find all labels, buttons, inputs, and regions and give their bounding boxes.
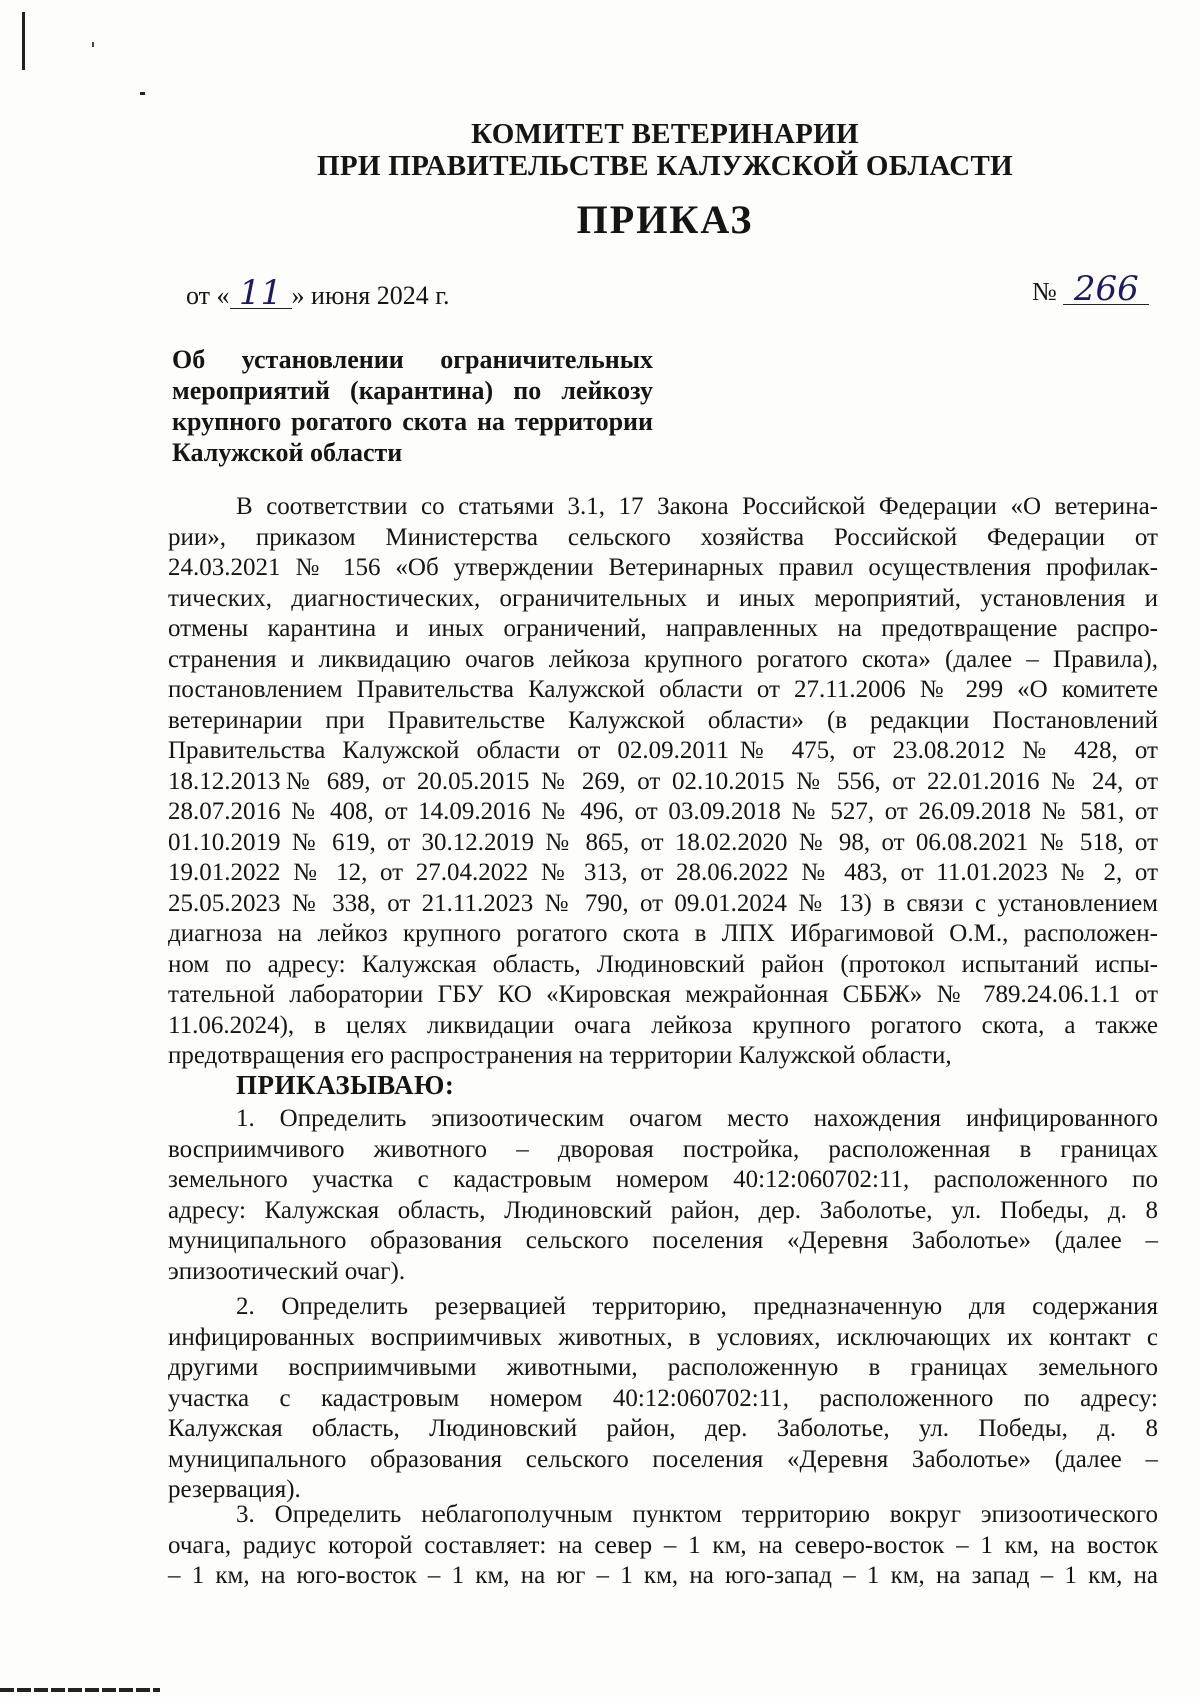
text-line: очага, радиус которой составляет: на север – 1 км, на северо-восток – 1 км, на восток — [168, 1531, 1158, 1559]
text-line: тательной лаборатории ГБУ КО «Кировская межрайонная СББЖ» № 789.24.06.1.1 от — [168, 981, 1158, 1008]
text-line: отмены карантина и иных ограничений, направленных на предотвращение распро- — [168, 615, 1158, 642]
text-line: адресу: Калужская область, Людиновский район, дер. Заболотье, ул. Победы, д. 8 — [168, 1196, 1158, 1224]
subject-line: крупного рогатого скота на территории — [172, 407, 653, 436]
text-line: 1. Определить эпизоотическим очагом место нахождения инфицированного — [236, 1105, 1158, 1132]
date-suffix: » июня 2024 г. — [291, 281, 450, 310]
text-line: 18.12.2013№ 689, от 20.05.2015 № 269, от 02.10.2015 № 556, от 22.01.2016 № 24, от — [168, 767, 1158, 795]
subject-line: мероприятий (карантина) по лейкозу — [172, 376, 653, 405]
document-type-title: ПРИКАЗ — [576, 197, 754, 242]
subject-line: Калужской области — [172, 438, 403, 467]
text-line: ветеринарии при Правительстве Калужской области» (в редакции Постановлений — [168, 706, 1158, 734]
text-line: муниципального образования сельского поселения «Деревня Заболотье» (далее – — [168, 1227, 1158, 1254]
text-line: 2. Определить резервацией территорию, предназначенную для содержания — [236, 1293, 1158, 1320]
subject-line: Об установлении ограничительных — [172, 345, 653, 374]
org-name-line1: КОМИТЕТ ВЕТЕРИНАРИИ — [471, 118, 859, 150]
scan-artifact-dot — [92, 42, 94, 47]
scan-artifact-bottom — [0, 1688, 160, 1692]
text-line: 28.07.2016 № 408, от 14.09.2016 № 496, от 03.09.2018 № 527, от 26.09.2018 № 581, от — [168, 798, 1158, 825]
order-directive-heading: ПРИКАЗЫВАЮ: — [236, 1070, 455, 1100]
text-line: резервация). — [168, 1476, 301, 1503]
text-line: ном по адресу: Калужская область, Людиновский район (протокол испытаний испы- — [168, 950, 1158, 978]
order-subject — [172, 344, 653, 468]
text-line: восприимчивого животного – дворовая постройка, расположенная в границах — [168, 1135, 1158, 1163]
scan-artifact-dash — [140, 92, 145, 95]
text-line: другими восприимчивыми животными, расположенную в границах земельного — [168, 1354, 1158, 1381]
text-line: постановлением Правительства Калужской области от 27.11.2006 № 299 «О комитете — [168, 676, 1158, 703]
text-line: муниципального образования сельского поселения «Деревня Заболотье» (далее – — [168, 1445, 1158, 1473]
text-line: Правительства Калужской области от 02.09.2011№ 475, от 23.08.2012 № 428, от — [168, 737, 1158, 764]
text-line: земельного участка с кадастровым номером 40:12:060702:11, расположенного по — [168, 1166, 1158, 1193]
text-line: 3. Определить неблагополучным пунктом территорию вокруг эпизоотического — [236, 1501, 1158, 1528]
text-line: диагноза на лейкоз крупного рогатого скота в ЛПХ Ибрагимовой О.М., расположен- — [168, 920, 1158, 947]
text-line: – 1 км, на юго-восток – 1 км, на юг – 1 км, на юго-запад – 1 км, на запад – 1 км, на — [168, 1562, 1158, 1589]
order-item-1 — [168, 1104, 1158, 1287]
text-line: Калужская область, Людиновский район, дер. Заболотье, ул. Победы, д. 8 — [168, 1415, 1158, 1442]
text-line: 19.01.2022 № 12, от 27.04.2022 № 313, от 28.06.2022 № 483, от 11.01.2023 № 2, от — [168, 859, 1158, 886]
order-number — [1032, 269, 1149, 309]
order-item-2 — [168, 1292, 1158, 1506]
text-line: эпизоотический очаг). — [168, 1257, 406, 1285]
order-item-3 — [168, 1500, 1158, 1592]
order-date — [186, 273, 450, 313]
text-line: тических, диагностических, ограничительных и иных мероприятий, установления и — [168, 584, 1158, 612]
text-line: 11.06.2024), в целях ликвидации очага лейкоза крупного рогатого скота, а также — [168, 1011, 1158, 1039]
org-name-line2: ПРИ ПРАВИТЕЛЬСТВЕ КАЛУЖСКОЙ ОБЛАСТИ — [317, 150, 1013, 182]
text-line: участка с кадастровым номером 40:12:060702:11, расположенного по адресу: — [168, 1384, 1158, 1412]
scan-artifact-line — [22, 12, 25, 70]
number-prefix: № — [1032, 277, 1057, 306]
text-line: рии», приказом Министерства сельского хозяйства Российской Федерации от — [168, 523, 1158, 551]
text-line: 01.10.2019 № 619, от 30.12.2019 № 865, от 18.02.2020 № 98, от 06.08.2021 № 518, от — [168, 828, 1158, 856]
date-prefix: от « — [186, 281, 230, 310]
handwritten-number: 266 — [1063, 274, 1149, 305]
text-line: инфицированных восприимчивых животных, в условиях, исключающих их контакт с — [168, 1323, 1158, 1351]
text-line: 24.03.2021 № 156 «Об утверждении Ветеринарных правил осуществления профилак- — [168, 554, 1158, 581]
text-line: предотвращения его распространения на территории Калужской области, — [168, 1042, 952, 1069]
preamble-paragraph — [168, 492, 1158, 1072]
handwritten-day: 11 — [230, 278, 292, 309]
text-line: странения и ликвидацию очагов лейкоза крупного рогатого скота» (далее – Правила), — [168, 645, 1158, 673]
text-line: 25.05.2023 № 338, от 21.11.2023 № 790, от 09.01.2024 № 13) в связи с установлением — [168, 889, 1158, 917]
text-line: В соответствии со статьями 3.1, 17 Закона Российской Федерации «О ветерина- — [236, 493, 1158, 520]
